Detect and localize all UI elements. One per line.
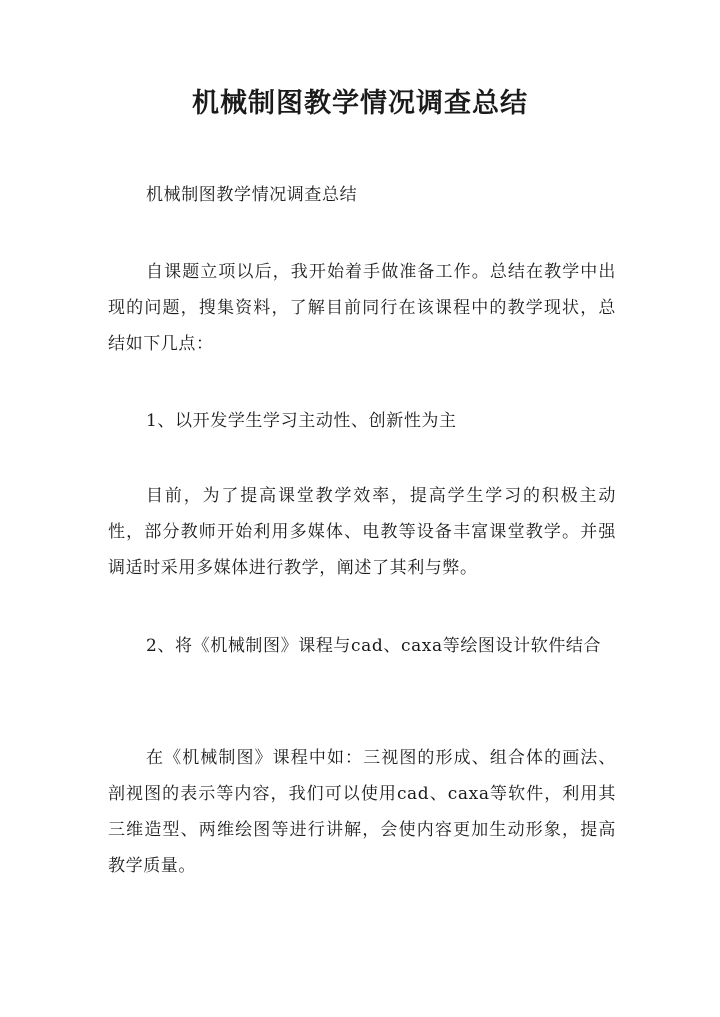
section-heading-2: 2、将《机械制图》课程与cad、caxa等绘图设计软件结合: [146, 636, 602, 656]
section-heading-1: 1、以开发学生学习主动性、创新性为主: [146, 411, 457, 431]
body-paragraph-2: 在《机械制图》课程中如：三视图的形成、组合体的画法、剖视图的表示等内容，我们可以使用cad、caxa等软件，利用其三维造型、两维绘图等进行讲解，会使内容更加生动形象，提高教学质量。: [108, 748, 616, 876]
subtitle-paragraph: 机械制图教学情况调查总结: [146, 185, 358, 205]
document-title: 机械制图教学情况调查总结: [192, 88, 528, 119]
body-paragraph-1: 目前，为了提高课堂教学效率，提高学生学习的积极主动性，部分教师开始利用多媒体、电教等设备丰富课堂教学。并强调适时采用多媒体进行教学，阐述了其利与弊。: [108, 486, 616, 578]
intro-paragraph: 自课题立项以后，我开始着手做准备工作。总结在教学中出现的问题，搜集资料，了解目前同行在该课程中的教学现状，总结如下几点：: [108, 262, 616, 354]
